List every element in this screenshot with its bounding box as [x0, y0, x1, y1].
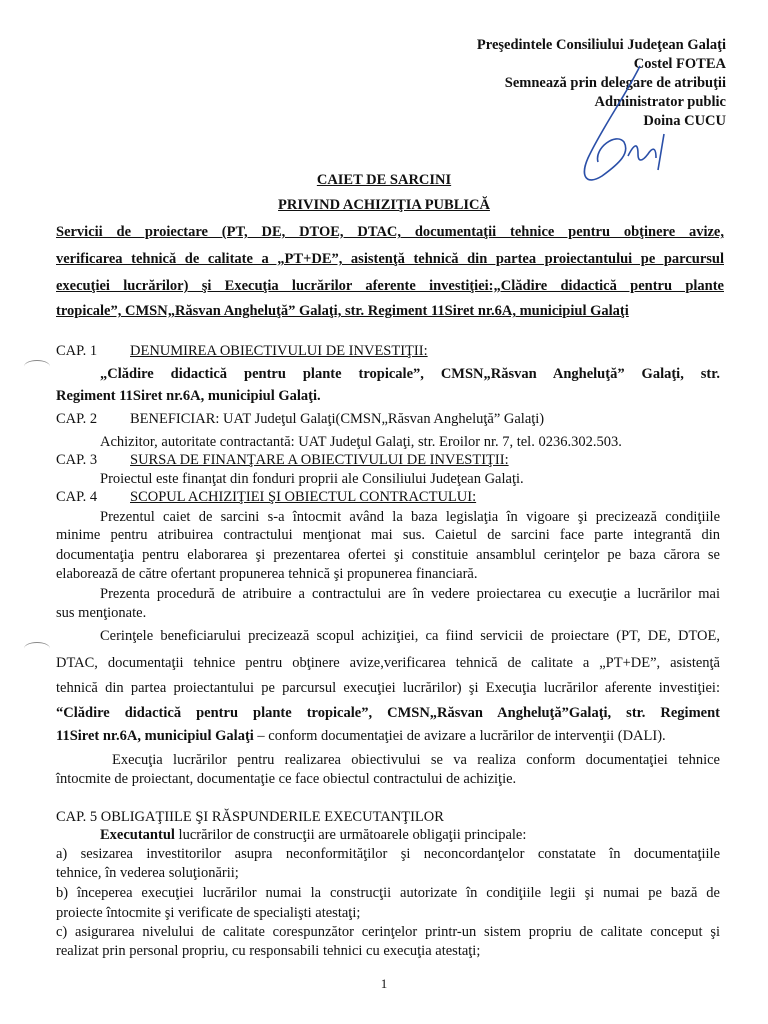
approval-line-2: Costel FOTEA	[633, 56, 726, 72]
cap5-item-c: c) asigurarea nivelului de calitate corespunzător cerinţelor printr-un sistem propriu de calitate conceput şi	[56, 924, 720, 940]
cap2-label: CAP. 2	[56, 411, 98, 427]
cap4-p3-line: Cerinţele beneficiarului precizează scopul achiziţiei, ca fiind servicii de proiectare (PT, DE, DTOE,	[100, 628, 720, 644]
cap4-p3-rest: – conform documentaţiei de avizare a lucrărilor de intervenţii (DALI).	[253, 728, 666, 744]
cap4-p3-line: DTAC, documentaţii tehnice pentru obţinere avize,verificarea tehnică de calitate a „PT+DE”, asistenţă	[56, 655, 720, 671]
handwritten-signature	[572, 58, 682, 188]
subject-line: verificarea tehnică de calitate a „PT+DE”, asistenţă tehnică din partea proiectantului pe parcursul	[56, 251, 724, 267]
margin-mark	[24, 360, 50, 373]
cap4-p3-line: tehnică din partea proiectantului pe parcursul execuţiei lucrărilor) şi Execuţia lucrărilor aferente investiţiei:	[56, 680, 720, 696]
margin-mark	[24, 642, 50, 655]
cap4-p4-line: Execuţia lucrărilor pentru realizarea obiectivului se va realiza conform documentaţiei tehnice	[112, 752, 720, 768]
approval-line-3: Semnează prin delegare de atribuţii	[504, 75, 726, 91]
cap4-p2-line: sus menţionate.	[56, 605, 147, 621]
cap3-label: CAP. 3	[56, 452, 98, 468]
cap1-line: Regiment 11Siret nr.6A, municipiul Galaţi.	[56, 388, 321, 404]
cap5-item-a-cont: tehnice, în vederea soluţionării;	[56, 865, 239, 881]
page-number: 1	[380, 976, 388, 991]
cap4-title: SCOPUL ACHIZIŢIEI ŞI OBIECTUL CONTRACTULUI:	[130, 489, 477, 505]
cap1-label: CAP. 1	[56, 343, 98, 359]
document-subtitle: PRIVIND ACHIZIŢIA PUBLICĂ	[278, 197, 490, 213]
cap1-line: „Clădire didactică pentru plante tropicale”, CMSN„Răsvan Angheluţă” Galaţi, str.	[100, 366, 720, 382]
cap5-title: CAP. 5 OBLIGAŢIILE ŞI RĂSPUNDERILE EXECUTANŢILOR	[56, 809, 444, 825]
cap5-item-c-cont: realizat prin personal propriu, cu responsabili tehnici cu execuţia atestaţi;	[56, 943, 481, 959]
approval-line-1: Preşedintele Consiliului Judeţean Galaţi	[476, 37, 726, 53]
cap5-intro-rest: lucrărilor de construcţii are următoarele obligaţii principale:	[174, 827, 527, 843]
subject-line: tropicale”, CMSN„Răsvan Angheluţă” Galaţi, str. Regiment 11Siret nr.6A, municipiul Galaţi	[56, 303, 629, 319]
cap5-item-b-cont: proiecte întocmite şi verificate de specialişti atestaţi;	[56, 905, 361, 921]
cap4-p4-line: întocmite de proiectant, documentaţie ce face obiectul contractului de achiziţie.	[56, 771, 517, 787]
cap1-title: DENUMIREA OBIECTIVULUI DE INVESTIŢII:	[130, 343, 428, 359]
approval-line-4: Administrator public	[594, 94, 726, 110]
cap4-p1-line: documentaţia pentru elaborarea şi prezentarea ofertei şi constituie ansamblul cerinţelor pe baza cărora se	[56, 547, 720, 563]
cap5-intro-bold: Executantul	[100, 827, 175, 843]
cap4-p1-line: elaborează de către ofertant propunerea tehnică şi propunerea financiară.	[56, 566, 478, 582]
cap3-line: Proiectul este finanţat din fonduri proprii ale Consiliului Judeţean Galaţi.	[100, 471, 524, 487]
subject-line: execuţiei lucrărilor) şi Execuţia lucrărilor aferente investiţiei:„Clădire didactică pentru plante	[56, 278, 724, 294]
cap5-item-a: a) sesizarea investitorilor asupra neconformităţilor şi neconcordanţelor constatate în documentaţiile	[56, 846, 720, 862]
approval-line-5: Doina CUCU	[643, 113, 726, 129]
cap4-p1-line: Prezentul caiet de sarcini s-a întocmit având la baza legislaţia în vigoare şi precizează condiţiile	[100, 509, 720, 525]
subject-line: Servicii de proiectare (PT, DE, DTOE, DTAC, documentaţii tehnice pentru obţinere avize,	[56, 224, 724, 240]
cap4-p3-bold: 11Siret nr.6A, municipiul Galaţi	[56, 728, 254, 744]
cap2-line: Achizitor, autoritate contractantă: UAT Judeţul Galaţi, str. Eroilor nr. 7, tel. 0236.302.503.	[100, 434, 622, 450]
cap4-label: CAP. 4	[56, 489, 98, 505]
cap4-p1-line: minime pentru atribuirea contractului menţionat mai sus. Caietul de sarcini face parte integrantă din	[56, 527, 720, 543]
cap3-title: SURSA DE FINANŢARE A OBIECTIVULUI DE INVESTIŢII:	[130, 452, 509, 468]
cap4-p2-line: Prezenta procedură de atribuire a contractului are în vedere proiectarea cu execuţie a lucrărilor mai	[100, 586, 720, 602]
cap4-p3-line: “Clădire didactică pentru plante tropicale”, CMSN„Răsvan Angheluţă”Galaţi, str. Regiment	[56, 705, 720, 721]
cap2-title: BENEFICIAR: UAT Judeţul Galaţi(CMSN„Răsvan Angheluţă” Galaţi)	[130, 411, 545, 427]
cap5-item-b: b) începerea execuţiei lucrărilor numai la construcţii autorizate în condiţiile legii şi numai pe bază de	[56, 885, 720, 901]
document-title: CAIET DE SARCINI	[316, 172, 452, 188]
